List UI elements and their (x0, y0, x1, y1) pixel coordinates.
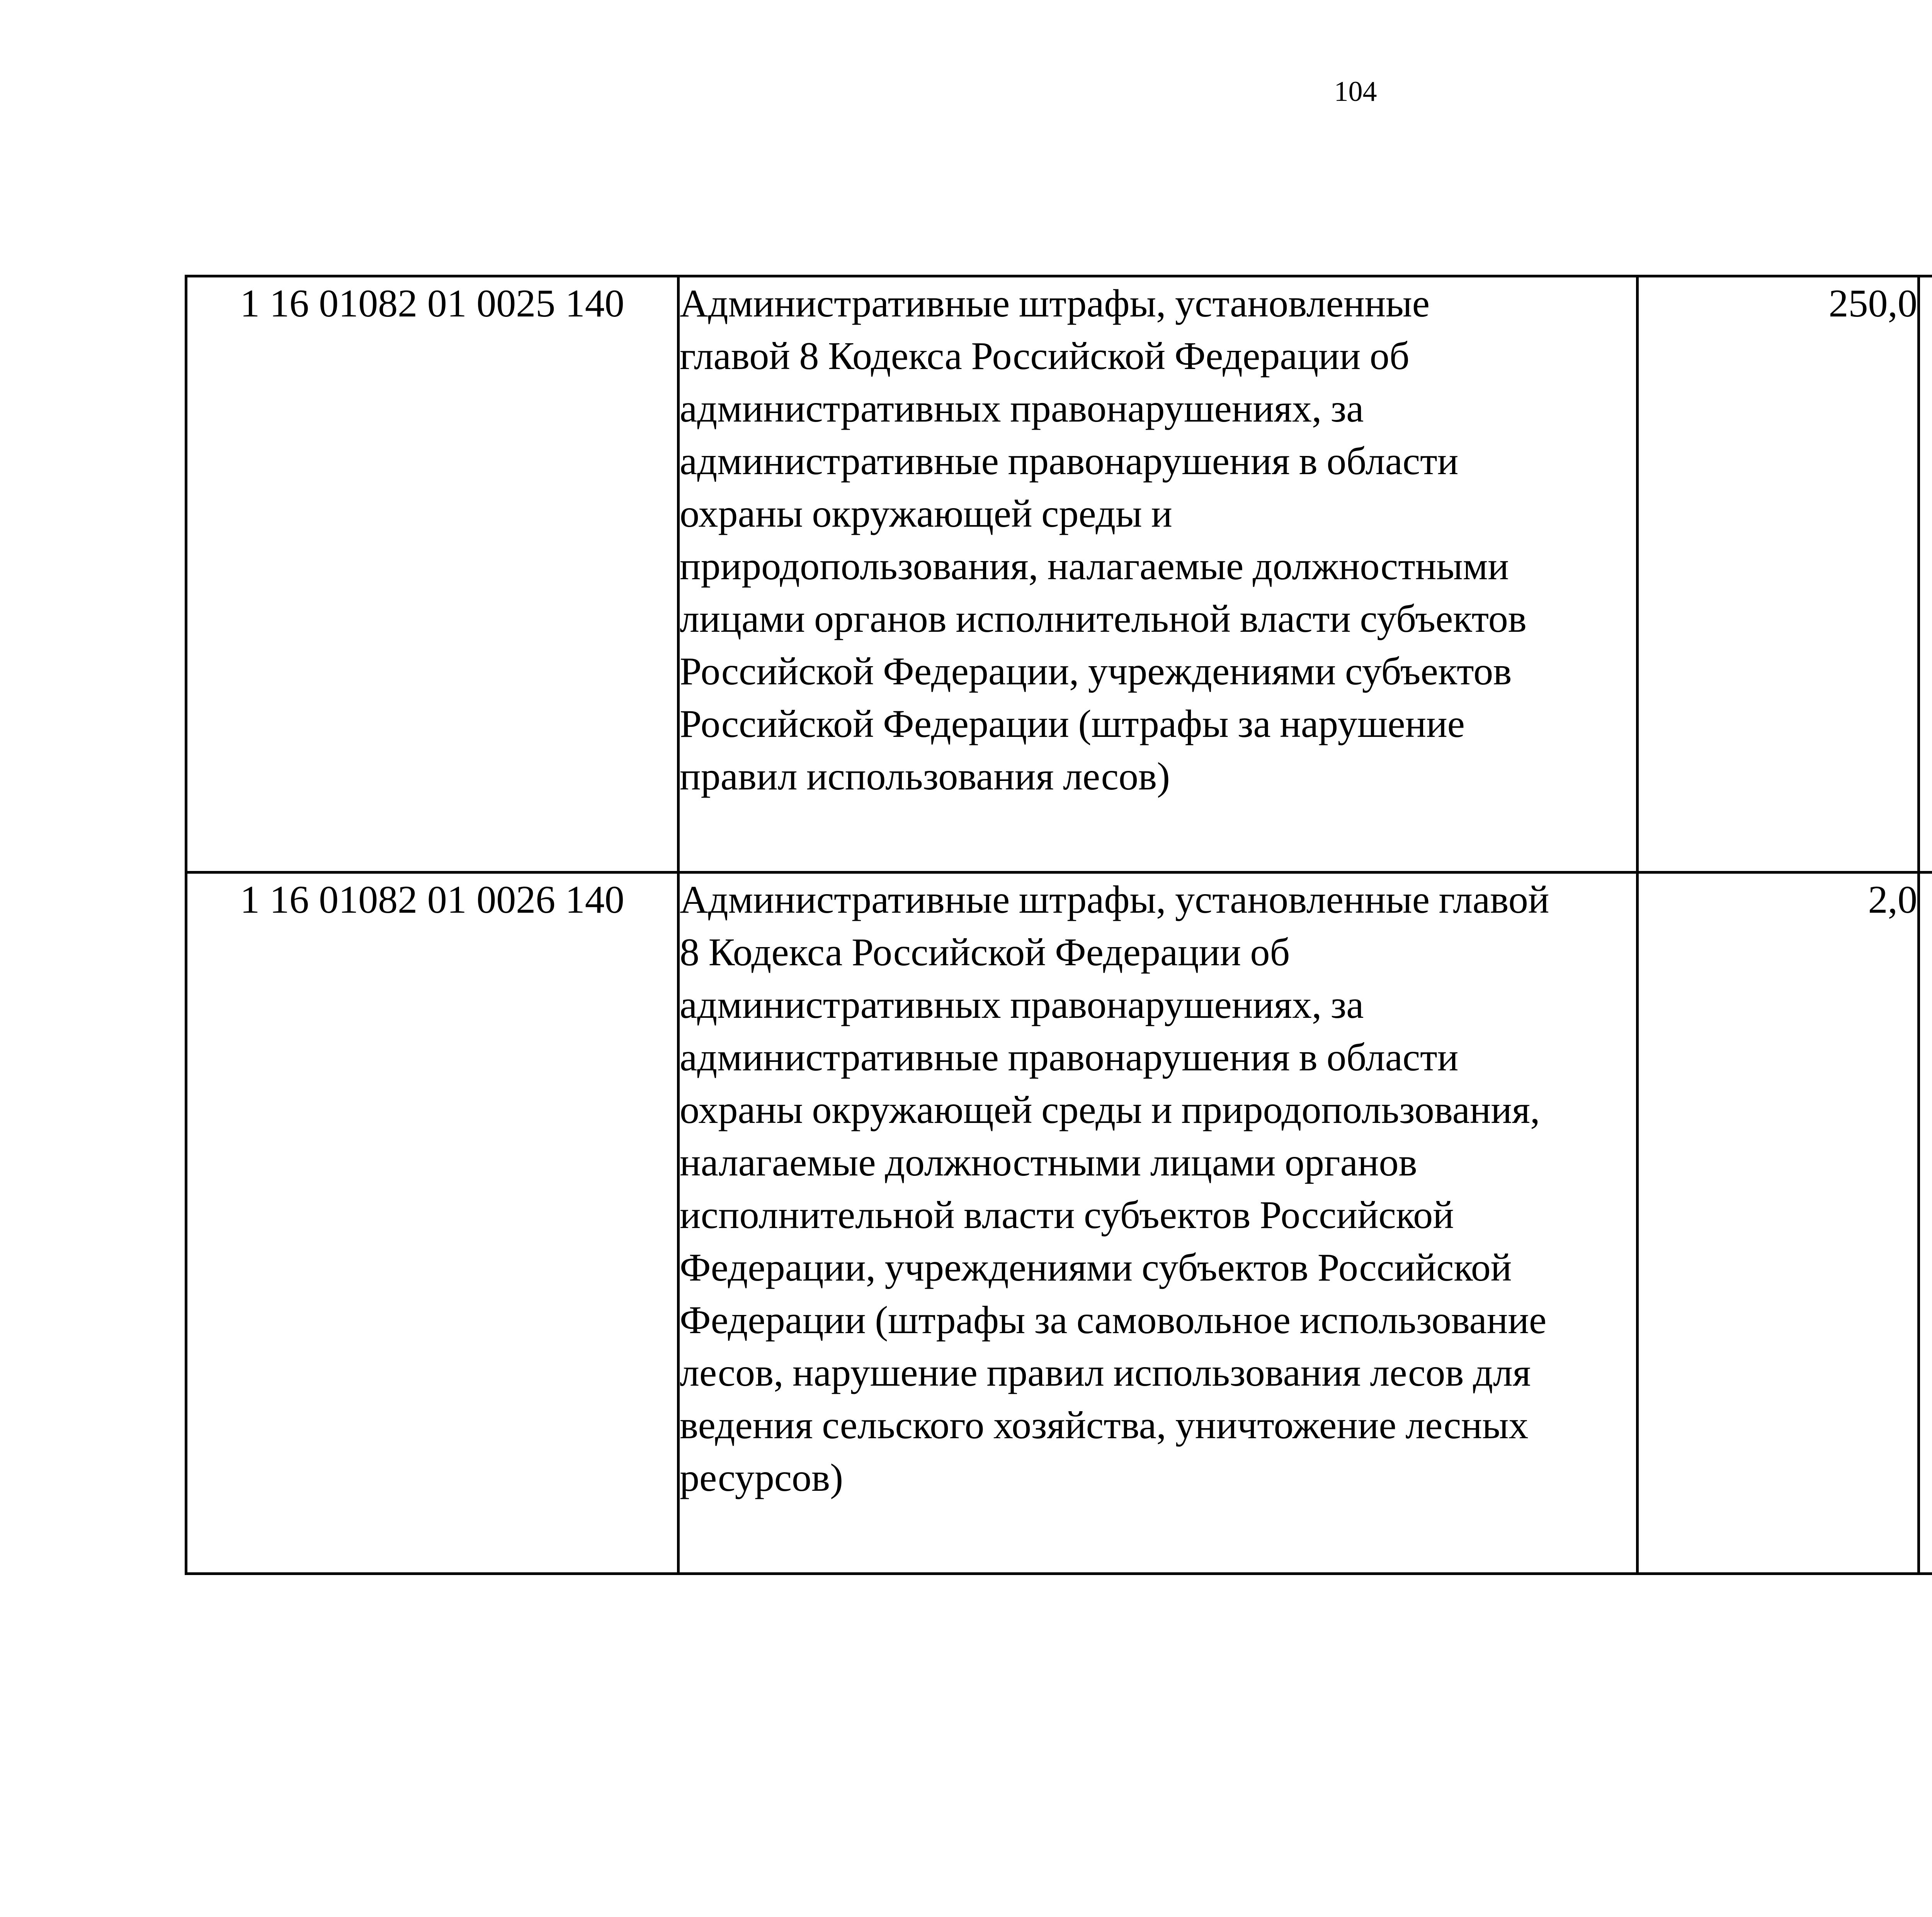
page-number: 104 (1334, 76, 1377, 107)
description-cell (679, 276, 1638, 873)
description-line: исполнительной власти субъектов Российской (680, 1193, 1454, 1237)
description-line: Российской Федерации, учреждениями субъектов (680, 650, 1512, 693)
description-line: лицами органов исполнительной власти субъектов (680, 597, 1527, 641)
description-line: Федерации, учреждениями субъектов Российской (680, 1246, 1512, 1289)
description-line: административных правонарушениях, за (680, 983, 1364, 1027)
description-line: Российской Федерации (штрафы за нарушение (680, 702, 1465, 746)
description-line: Административные штрафы, установленные главой (680, 878, 1549, 922)
description-line: природопользования, налагаемые должностными (680, 544, 1509, 588)
value-cell-year-2 (1919, 276, 1932, 873)
budget-code-cell: 1 16 01082 01 0025 140 (186, 276, 679, 873)
value-cell-year-1: 250,0 (1638, 276, 1919, 873)
description-line: ресурсов) (680, 1456, 844, 1500)
description-line: правил использования лесов) (680, 755, 1170, 798)
description-line: административных правонарушениях, за (680, 387, 1364, 430)
budget-table (185, 275, 1932, 1575)
value-cell-year-2 (1919, 873, 1932, 1574)
description-line: Федерации (штрафы за самовольное использование (680, 1298, 1547, 1342)
description-line: 8 Кодекса Российской Федерации об (680, 930, 1290, 974)
description-line: ведения сельского хозяйства, уничтожение лесных (680, 1403, 1529, 1447)
budget-code-cell: 1 16 01082 01 0026 140 (186, 873, 679, 1574)
table-row (186, 873, 1932, 1574)
description-line: главой 8 Кодекса Российской Федерации об (680, 334, 1410, 378)
value-cell-year-1: 2,0 (1638, 873, 1919, 1574)
description-line: лесов, нарушение правил использования лесов для (680, 1351, 1531, 1395)
description-line: административные правонарушения в области (680, 1036, 1459, 1079)
description-line: административные правонарушения в области (680, 439, 1459, 483)
table-row (186, 276, 1932, 873)
description-cell (679, 873, 1638, 1574)
description-line: охраны окружающей среды и природопользования, (680, 1088, 1540, 1132)
description-line: налагаемые должностными лицами органов (680, 1141, 1417, 1184)
description-line: Административные штрафы, установленные (680, 282, 1430, 325)
description-line: охраны окружающей среды и (680, 492, 1172, 536)
